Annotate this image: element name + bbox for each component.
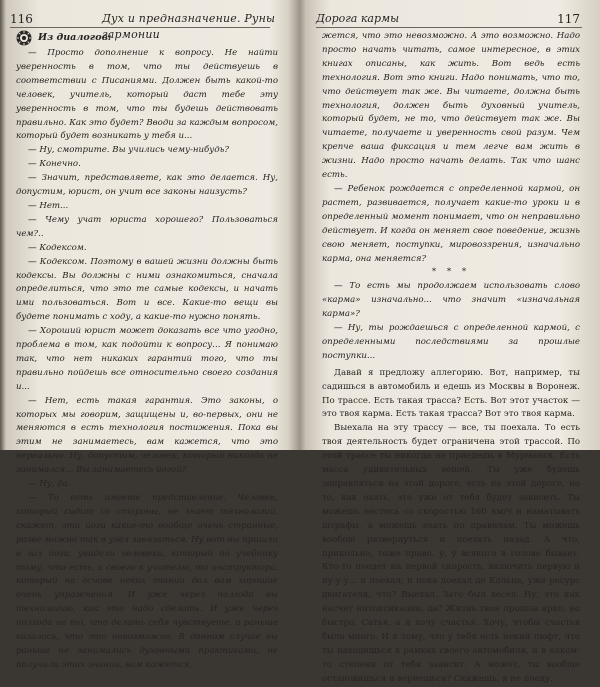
left-text-column [16,30,278,673]
dialogue-line: — Чему учат юриста хорошего? Пользоваться чем?.. [16,214,278,239]
dialogue-line: — Ребенок рождается с определенной кармой, он растет, развивается, получает какие-то уроки и в определенный момент понимает, что он неправильно действует. И когда он меняет свое поведение, жизнь свою меняет, поступки, мировоззрения, изначально карма, она меняется? [322,183,580,264]
dialogue-line: — Ну, смотрите. Вы учились чему-нибудь? [28,145,230,156]
dialogue-line: — То есть мы продолжаем использовать слово «карма» изначально... что значит «изначальная карма»? [322,281,580,320]
right-running-header [304,11,594,27]
dialogue-line: — Нет... [28,200,69,211]
left-page [6,0,290,670]
sun-ornament-icon [16,30,32,46]
dialogue-line: — Нет, есть такая гарантия. Это законы, о которых мы говорим, защищены и, во-первых, они не меняются в есть технология постижения. Пока вы этим не занимаетесь, вам кажется, что это нереально. Ну, допустим, человек, который никогда не занимался... Вы занимаетесь йогой? [16,395,278,476]
section-title: Из диалогов: [38,32,112,44]
dialogue-line: — То есть имеете представление. Человек, который сидит со стороны, не знает технологии, скажет, эти йоги какие-то вообще очень странные, разве можно так в узел завязаться. Ну вот вы пришли в зал йоги, увидели человека, который по учебнику тому, что есть, а своего к учителю, то инструктора, который на основе неких знаний дал вам хорошие очень упражнения. И уже через полгода вы технологию, как это надо сделать. И уже через полгода не то, что делать себя чувствуете, а раньше казалось, что это невозможно. В данном случае вы раньше не занимались духовными практиками, не получили этих знаний, вам кажется, [16,493,278,670]
right-page-number: 117 [557,12,580,26]
prose-paragraph: Давай я предложу аллегорию. Вот, например, ты садишься в автомобиль и едешь из Москвы в Воронеж. По трассе. Есть такая трасса? Есть. Вот этот участок — это твоя карма. Есть такая трасса? Вот это твоя карма. [322,367,580,420]
dialogue-line: — Конечно. [28,159,81,170]
section-separator: * * * [431,267,471,278]
dialogue-line: — Значит, представляете, как это делается. Ну, допустим, юрист, он учит все законы наизусть? [16,173,278,198]
dialogue-line: — Просто дополнение к вопросу. Не найти уверенность в том, что ты действуешь в соответствии с Писаниями. Должен быть какой-то человек, учитель, который даст тебе эту уверенность в том, что ты будешь действовать правильно. Как это будет? Вводи за каждым вопросом, который будет возникать у тебя и... [16,48,278,142]
dialogue-line: жется, что это невозможно. А это возможно. Надо просто начать читать, самое интересное, в этих книгах описаны, как жить. Вот ведь есть технология. Вот это книги. Надо понимать, что то, что действует так же. Вы читаете, должна быть технология, должен быть духовный учитель, который будет, не то, что действует так же. Вы читаете, получаете и уверенность свой разум. Чем крепче ваша фиксация и тем легче вам жить в жизни. Надо просто начать делать. Так что шанс есть. [322,31,580,181]
dialogue-line: — Ну, да. [28,479,71,490]
right-header-rule [316,27,582,28]
dialogue-line: — Ну, ты рождаешься с определенной кармой, с определенными последствиями за прошлые поступки... [322,323,580,361]
dialogue-line: — Хороший юрист может доказать все что угодно, проблема в том, как подойти к вопросу... Я понимаю так, что нет никаких гарантий того, что ты правильно пойдешь все относительно своего создания и... [16,326,278,392]
prose-paragraph: Выехала на эту трассу — все, ты поехала. То есть твоя деятельность будет ограничена этой трассой. По этой трассе ты никогда не приедешь в Мурманск. Есть масса удивительных вещей. Ты уже будешь заправляться на этой дороге, есть на этой дороге, но то, как ехать, это уже от тебя будет зависеть. Ты можешь нестись со скоростью 160 км/ч и наматывать штрафы, а можешь ехать по правилам. Ты можешь вообще развернуться и поехать назад. А что, прикольно, тоже право. у, у всякого в голове бывает. Кто-то поедет на первой скорость, включить первую и ну-у-у... и поехал, и пока доехал до Кольца, уже ресурс двигателя, что? Выехал. Зато был весел. Ну, это как насчет интоксикации, да? Жизнь твоя прошла ярко, но быстро. Сатья, а я хочу счастья. Хочу, чтобы счастья было много. И я тому, что у тебя есть некий люфт, что ты находишься в рамках своего автомобиля, и в каком-то степени от тебя зависит. А может, ты вообще остановишься и вернешься? Скажешь, я не поеду. [322,423,580,684]
dialogue-line: — Кодексом. [28,242,87,253]
left-header-rule [10,27,270,28]
right-text-column [322,30,580,687]
left-running-title: Дух и предназначение. Руны гармонии [102,12,276,41]
dialogue-line: — Кодексом. Поэтому в вашей жизни должны быть кодексы. Вы должны с ними ознакомиться, сначала определиться, что это те самые кодексы, и начать ими пользоваться. Вот и все. Какие-то вещи вы будете понимать с ходу, а какие-то нужно понять. [16,256,278,323]
right-running-title: Дорога кармы [316,12,400,25]
left-page-number: 116 [10,12,33,26]
section-heading [16,30,278,46]
right-page [304,0,594,684]
